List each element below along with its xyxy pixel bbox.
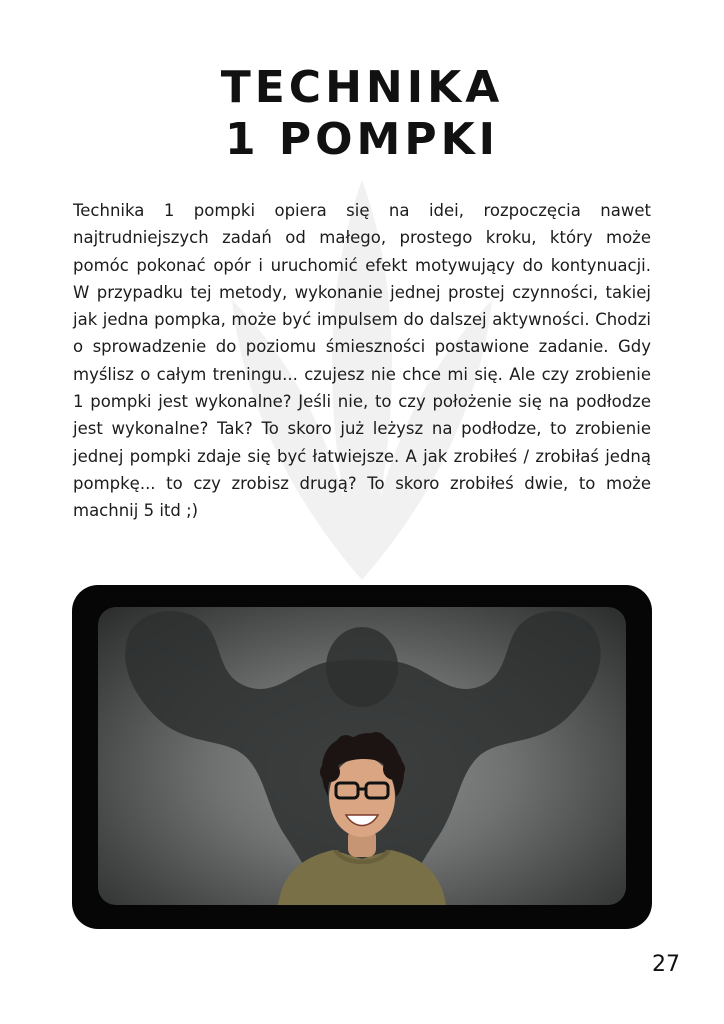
body-paragraph: Technika 1 pompki opiera się na idei, rozpoczęcia nawet najtrudniejszych zadań od małego, prostego kroku, który może pomóc pokonać opór i uruchomić efekt motywujący do kontynuacji. W przypadku tej metody, wykonanie jednej prostej czynności, takiej jak jedna pompka, może być impulsem do dalszej aktywności. Chodzi o sprowadzenie do poziomu śmieszności postawione zadanie. Gdy myślisz o całym treningu... czujesz nie chce mi się. Ale czy zrobienie 1 pompki jest wykonalne? Jeśli nie, to czy położenie się na podłodze jest wykonalne? Tak? To skoro już leżysz na podłodze, to zrobienie jednej pompki zdaje się być łatwiejsze. A jak zrobiłeś / zrobiłaś jedną pompkę... to czy zrobisz drugą? To skoro zrobiłeś dwie, to może machnij 5 itd ;) bbox=[73, 201, 651, 521]
photo-frame bbox=[72, 585, 652, 929]
page-number: 27 bbox=[652, 952, 680, 977]
muscle-shadow-photo bbox=[98, 607, 626, 905]
photo-illustration bbox=[98, 607, 626, 905]
title-line-2: 1 POMPKI bbox=[224, 114, 500, 165]
page-title bbox=[0, 62, 724, 166]
title-line-1: TECHNIKA bbox=[220, 62, 504, 113]
